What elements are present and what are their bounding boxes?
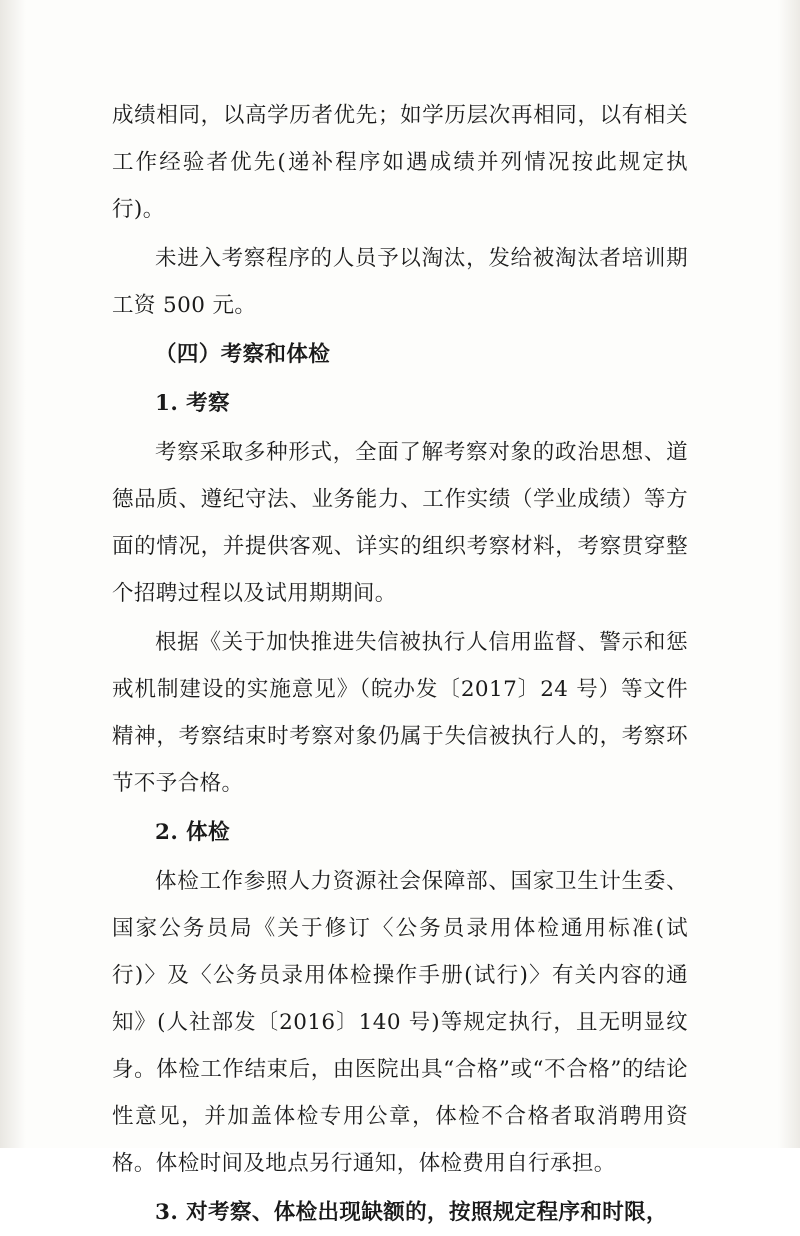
paragraph-inspection-details: 考察采取多种形式，全面了解考察对象的政治思想、道德品质、遵纪守法、业务能力、工作实绩（学业成绩）等方面的情况，并提供客观、详实的组织考察材料，考察贯穿整个招聘过程以及试用期期间。 [112,440,688,606]
paragraph-vacancy-item-3: 3. 对考察、体检出现缺额的，按照规定程序和时限， [155,1200,668,1225]
paragraph-credit-supervision-policy: 根据《关于加快推进失信被执行人信用监督、警示和惩戒机制建设的实施意见》（皖办发〔2017〕24 号）等文件精神，考察结束时考察对象仍属于失信被执行人的，考察环节不予合格。 [112,630,688,796]
document-body [112,92,688,1236]
paragraph-continuation: 成绩相同，以高学历者优先；如学历层次再相同，以有相关工作经验者优先(递补程序如遇成绩并列情况按此规定执行)。 [112,103,688,222]
paragraph-elimination-notice: 未进入考察程序的人员予以淘汰，发给被淘汰者培训期工资 500 元。 [112,246,688,318]
subheading-physical-exam: 2. 体检 [155,820,230,845]
paragraph-physical-exam-details: 体检工作参照人力资源社会保障部、国家卫生计生委、国家公务员局《关于修订〈公务员录用体检通用标准(试行)〉及〈公务员录用体检操作手册(试行)〉有关内容的通知》(人社部发〔2016〕140 号)等规定执行，且无明显纹身。体检工作结束后，由医院出具“合格”或“不合格”的结论性意见，并加盖体检专用公章，体检不合格者取消聘用资格。体检时间及地点另行通知，体检费用自行承担。 [112,869,688,1176]
subheading-inspection: 1. 考察 [155,391,230,416]
section-heading-inspection-and-physical: （四）考察和体检 [155,342,331,367]
